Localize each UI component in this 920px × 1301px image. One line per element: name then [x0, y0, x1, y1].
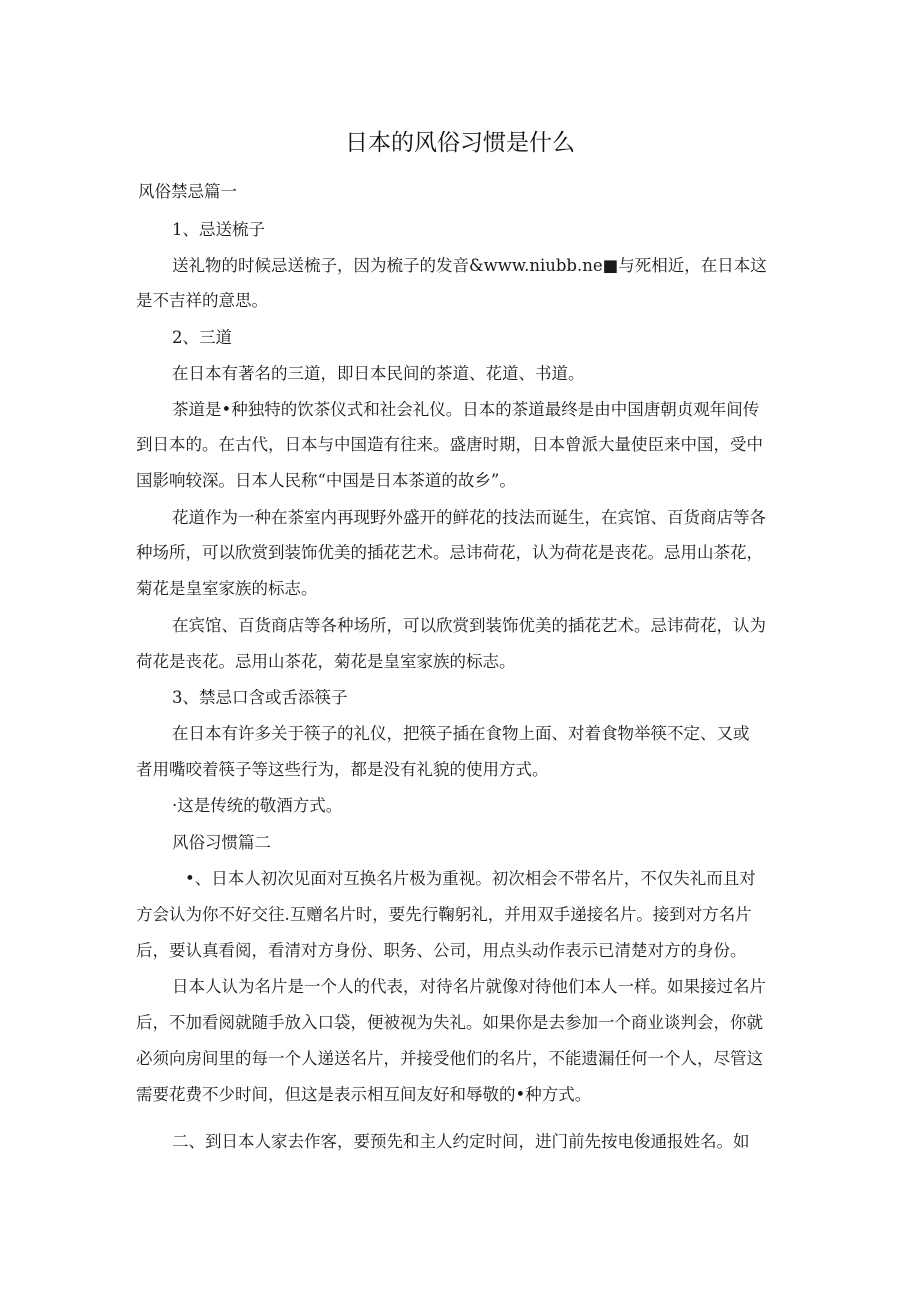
paragraph-line: 花道作为一种在茶室内再现野外盛开的鲜花的技法而诞生，在宾馆、百货商店等各 [172, 508, 766, 527]
paragraph-line: 送礼物的时候忌送梳子，因为梳子的发音&www.niubb.ne■与死相近，在日本这 [172, 256, 767, 275]
paragraph-line: 种场所，可以欣赏到装饰优美的插花艺术。忌讳荷花，认为荷花是丧花。忌用山茶花， [136, 543, 763, 562]
paragraph-line: 后，不加看阅就随手放入口袋，便被视为失礼。如果你是去参加一个商业谈判会，你就 [136, 1013, 763, 1032]
paragraph-line: 是不吉祥的意思。 [136, 291, 268, 310]
section-heading-two: 风俗习惯篇二 [172, 833, 271, 852]
paragraph-line: 必须向房间里的每一个人递送名片，并接受他们的名片，不能遗漏任何一个人，尽管这 [136, 1049, 763, 1068]
paragraph-line: 茶道是•种独特的饮茶仪式和社会礼仪。日本的茶道最终是由中国唐朝贞观年间传 [172, 400, 760, 419]
paragraph-line: ·这是传统的敬酒方式。 [172, 796, 343, 815]
paragraph-line: •、日本人初次见面对互换名片极为重视。初次相会不带名片，不仅失礼而且对 [185, 869, 756, 888]
paragraph-line: 在日本有著名的三道，即日本民间的茶道、花道、书道。 [172, 364, 585, 383]
paragraph-line: 者用嘴咬着筷子等这些行为，都是没有礼貌的使用方式。 [136, 760, 549, 779]
paragraph-line: 需要花费不少时间，但这是表示相互间友好和辱敬的•种方式。 [136, 1085, 592, 1104]
paragraph-line: 日本人认为名片是一个人的代表，对待名片就像对待他们本人一样。如果接过名片 [172, 977, 766, 996]
paragraph-line: 在宾馆、百货商店等各种场所，可以欣赏到装饰优美的插花艺术。忌讳荷花，认为 [172, 616, 766, 635]
paragraph-line: 荷花是丧花。忌用山茶花，菊花是皇室家族的标志。 [136, 652, 516, 671]
paragraph-line: 国影响较深。日本人民称“中国是日本茶道的故乡”。 [136, 471, 516, 490]
item-heading-chopsticks: 3、禁忌口含或舌添筷子 [172, 688, 348, 707]
item-heading-three-ways: 2、三道 [172, 328, 232, 347]
paragraph-line: 在日本有许多关于筷子的礼仪，把筷子插在食物上面、对着食物举筷不定、又或 [172, 724, 750, 743]
paragraph-line: 二、到日本人家去作客，要预先和主人约定时间，进门前先按电俊通报姓名。如 [172, 1132, 750, 1151]
paragraph-line: 方会认为你不好交往.互赠名片时，要先行鞠躬礼，并用双手递接名片。接到对方名片 [136, 905, 752, 924]
item-heading-comb: 1、忌送梳子 [172, 220, 265, 239]
document-title: 日本的风俗习惯是什么 [345, 130, 575, 156]
section-heading-one: 风俗禁忌篇一 [138, 182, 237, 201]
paragraph-line: 菊花是皇室家族的标志。 [136, 579, 318, 598]
paragraph-line: 到日本的。在古代，日本与中国造有往来。盛唐时期，日本曾派大量使臣来中国，受中 [136, 435, 763, 454]
paragraph-line: 后，要认真看阅，看清对方身份、职务、公司，用点头动作表示已清楚对方的身份。 [136, 941, 747, 960]
